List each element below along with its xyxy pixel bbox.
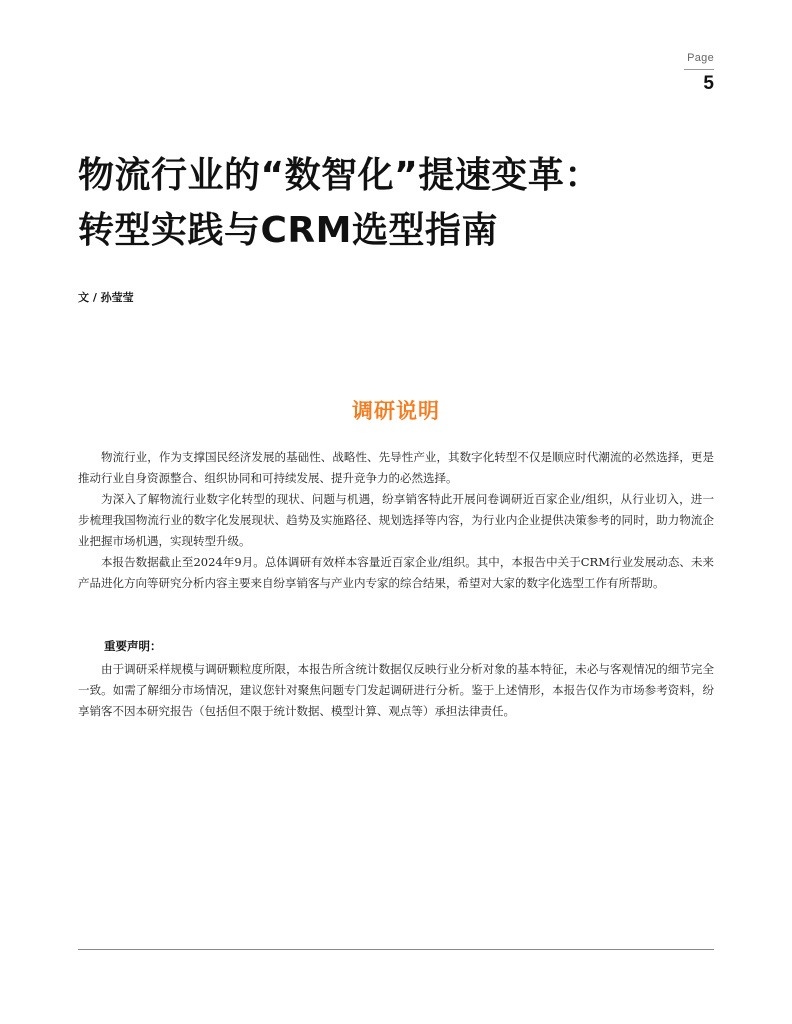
title-line-2: 转型实践与CRM选型指南 xyxy=(78,210,498,251)
notice-body xyxy=(78,659,714,722)
page-label: Page xyxy=(687,52,714,64)
author-byline: 文 / 孙莹莹 xyxy=(78,291,134,304)
title-line-1: 物流行业的“数智化”提速变革： xyxy=(78,155,601,196)
notice-paragraph: 由于调研采样规模与调研颗粒度所限，本报告所含统计数据仅反映行业分析对象的基本特征，未必与客观情况的细节完全一致。如需了解细分市场情况，建议您针对聚焦问题专门发起调研进行分析。鉴于上述情形，本报告仅作为市场参考资料，纷享销客不因本研究报告（包括但不限于统计数据、模型计算、观点等）承担法律责任。 xyxy=(78,662,714,718)
page-title xyxy=(78,148,718,258)
footer-divider xyxy=(78,949,714,950)
survey-body xyxy=(78,447,714,594)
section-heading-survey: 调研说明 xyxy=(352,399,440,423)
page-number: 5 xyxy=(703,73,714,94)
survey-paragraph: 为深入了解物流行业数字化转型的现状、问题与机遇，纷享销客特此开展问卷调研近百家企业/组织，从行业切入，进一步梳理我国物流行业的数字化发展现状、趋势及实施路径、规划选择等内容，为行业内企业提供决策参考的同时，助力物流企业把握市场机遇，实现转型升级。 xyxy=(78,492,714,548)
survey-paragraph: 本报告数据截止至2024年9月。总体调研有效样本容量近百家企业/组织。其中，本报告中关于CRM行业发展动态、未来产品进化方向等研究分析内容主要来自纷享销客与产业内专家的综合结果，希望对大家的数字化选型工作有所帮助。 xyxy=(78,555,714,590)
survey-paragraph: 物流行业，作为支撑国民经济发展的基础性、战略性、先导性产业，其数字化转型不仅是顺应时代潮流的必然选择，更是推动行业自身资源整合、组织协同和可持续发展、提升竞争力的必然选择。 xyxy=(78,450,714,485)
page-label-divider xyxy=(684,69,714,70)
notice-heading: 重要声明： xyxy=(104,639,162,653)
